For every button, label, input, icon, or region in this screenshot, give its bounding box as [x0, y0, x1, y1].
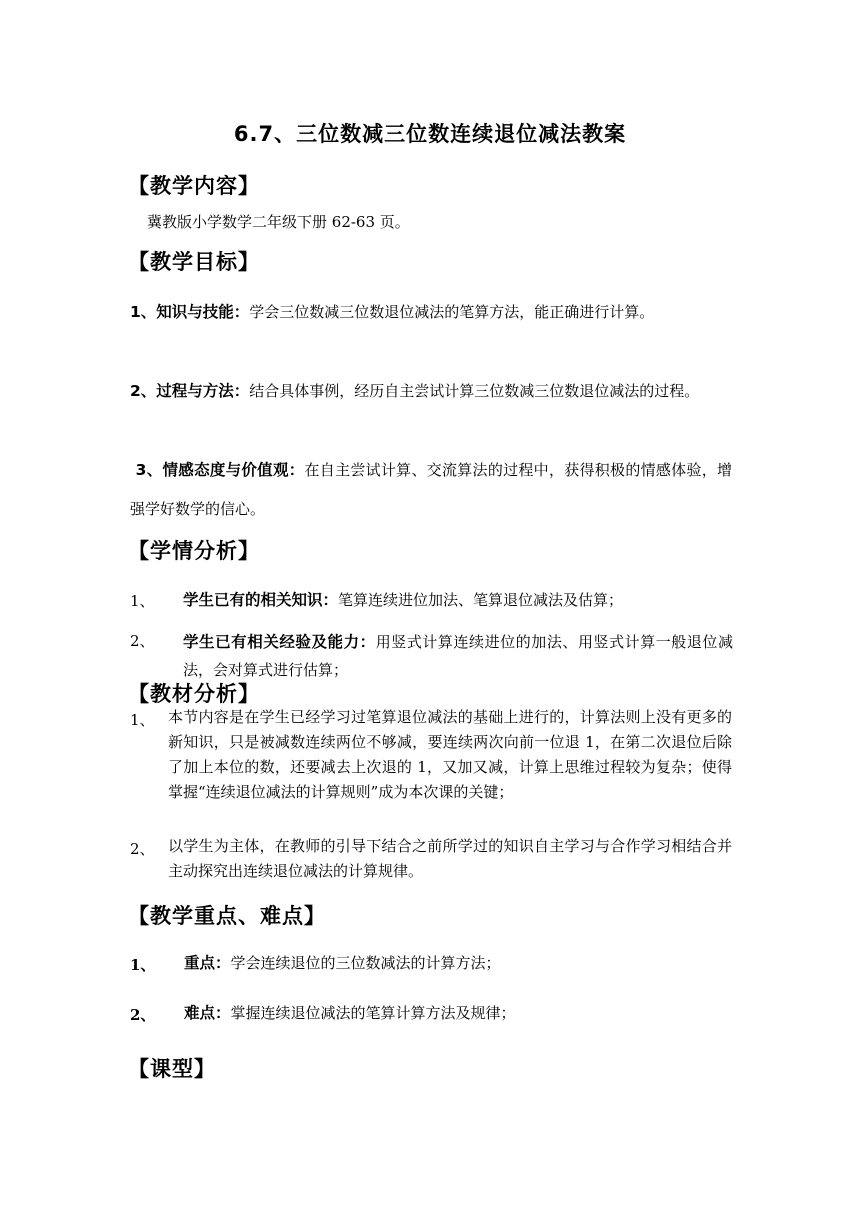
material-item-2: 以学生为主体，在教师的引导下结合之前所学过的知识自主学习与合作学习相结合并主动探究出连续退位减法的计算规律。 [168, 837, 732, 880]
keypoint-text: 学会连续退位的三位数减法的计算方法； [230, 954, 501, 972]
keypoint-number: 2、 [130, 1006, 156, 1024]
keypoint-item-1 [184, 953, 501, 973]
goal-label: 3、情感态度与价值观： [130, 461, 305, 479]
goal-item-3 [130, 451, 732, 529]
keypoint-item-2 [184, 1003, 516, 1023]
material-item-1: 本节内容是在学生已经学习过笔算退位减法的基础上进行的，计算法则上没有更多的新知识，只是被减数连续两位不够减，要连续两次向前一位退 1，在第二次退位后除了加上本位的数，还要减去上次退的 1，又加又减，计算上思维过程较为复杂；使得掌握“连续退位减法的计算规则”成为本次课的关键； [168, 708, 732, 801]
goal-label: 1、知识与技能： [130, 303, 250, 321]
goal-label: 2、过程与方法： [130, 382, 250, 400]
goal-text: 结合具体事例，经历自主尝试计算三位数减三位数退位减法的过程。 [249, 382, 700, 400]
heading-analysis: 【学情分析】 [128, 539, 260, 563]
goal-item-2 [130, 372, 732, 411]
analysis-item-1 [183, 588, 733, 613]
analysis-number: 2、 [130, 632, 155, 650]
heading-material: 【教材分析】 [128, 682, 260, 706]
analysis-text: 笔算连续进位加法、笔算退位减法及估算； [338, 591, 624, 609]
keypoint-number: 1、 [130, 956, 156, 974]
material-number: 2、 [130, 840, 155, 858]
content-text: 冀教版小学数学二年级下册 62-63 页。 [147, 213, 410, 231]
analysis-number: 1、 [130, 592, 155, 610]
keypoint-label: 难点： [184, 1004, 231, 1022]
analysis-item-2 [183, 628, 733, 684]
analysis-text: 用竖式计算连续进位的加法、用竖式计算一般退位减法，会对算式进行估算； [183, 633, 733, 679]
heading-content: 【教学内容】 [128, 174, 260, 198]
goal-text: 在自主尝试计算、交流算法的过程中，获得积极的情感体验，增强学好数学的信心。 [130, 461, 732, 518]
analysis-label: 学生已有相关经验及能力： [183, 633, 376, 651]
heading-goals: 【教学目标】 [128, 250, 260, 274]
keypoint-label: 重点： [184, 954, 231, 972]
heading-type: 【课型】 [128, 1057, 216, 1081]
analysis-label: 学生已有的相关知识： [183, 591, 339, 609]
keypoint-text: 掌握连续退位减法的笔算计算方法及规律； [230, 1004, 516, 1022]
document-title: 6.7、三位数减三位数连续退位减法教案 [233, 122, 627, 146]
material-number: 1、 [130, 711, 155, 729]
goal-item-1 [130, 293, 732, 332]
heading-keypoints: 【教学重点、难点】 [128, 904, 326, 928]
goal-text: 学会三位数减三位数退位减法的笔算方法，能正确进行计算。 [249, 303, 655, 321]
